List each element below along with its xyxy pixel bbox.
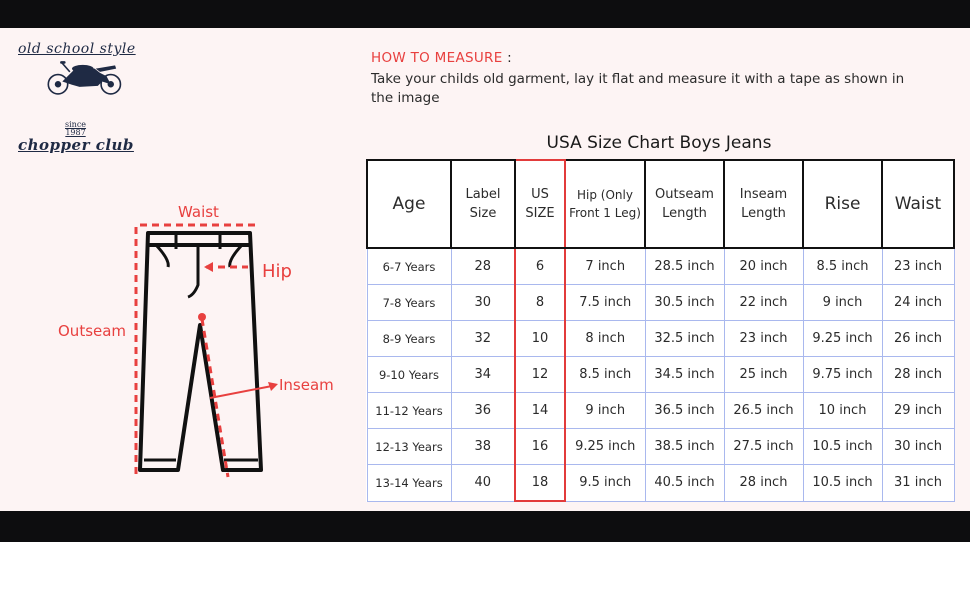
cell-rise: 9.75 inch [803, 357, 882, 393]
inseam-pointer-arrow-icon [208, 378, 280, 400]
table-header-row [367, 160, 954, 248]
cell-waist: 31 inch [882, 465, 954, 502]
top-black-bar [0, 0, 970, 28]
cell-rise: 10.5 inch [803, 465, 882, 502]
hip-arrow-icon [204, 262, 213, 272]
cell-hip: 8.5 inch [565, 357, 645, 393]
cell-us-size: 18 [515, 465, 565, 502]
cell-age: 6-7 Years [367, 248, 451, 285]
cell-inseam: 26.5 inch [724, 393, 803, 429]
cell-rise: 9.25 inch [803, 321, 882, 357]
cell-inseam: 20 inch [724, 248, 803, 285]
cell-age: 13-14 Years [367, 465, 451, 502]
cell-age: 12-13 Years [367, 429, 451, 465]
cell-label-size: 34 [451, 357, 515, 393]
right-pocket [230, 245, 242, 267]
logo-bottom-text: chopper club [18, 136, 134, 154]
cell-us-size: 6 [515, 248, 565, 285]
cell-waist: 23 inch [882, 248, 954, 285]
cell-waist: 29 inch [882, 393, 954, 429]
header-inseam: Inseam Length [724, 160, 803, 248]
table-row [367, 465, 954, 502]
waist-label: Waist [178, 203, 219, 221]
cell-outseam: 38.5 inch [645, 429, 724, 465]
header-label-size: Label Size [451, 160, 515, 248]
size-chart-table [366, 159, 955, 502]
how-to-measure-title: HOW TO MEASURE : [371, 50, 513, 66]
header-age: Age [367, 160, 451, 248]
cell-hip: 9.25 inch [565, 429, 645, 465]
cell-age: 11-12 Years [367, 393, 451, 429]
fly-seam [188, 245, 198, 297]
cell-age: 9-10 Years [367, 357, 451, 393]
pants-outline [140, 233, 261, 470]
outseam-label: Outseam [58, 322, 127, 340]
cell-hip: 9 inch [565, 393, 645, 429]
table-row [367, 248, 954, 285]
cell-inseam: 25 inch [724, 357, 803, 393]
cell-hip: 7.5 inch [565, 285, 645, 321]
bottom-black-bar [0, 511, 970, 542]
table-row [367, 393, 954, 429]
how-to-measure-text: Take your childs old garment, lay it flat and measure it with a tape as shown in the image [371, 71, 905, 106]
inseam-marker-icon [198, 313, 206, 321]
header-hip: Hip (Only Front 1 Leg) [565, 160, 645, 248]
cell-waist: 24 inch [882, 285, 954, 321]
cell-outseam: 32.5 inch [645, 321, 724, 357]
cell-rise: 8.5 inch [803, 248, 882, 285]
table-row [367, 285, 954, 321]
hip-label: Hip [262, 261, 292, 282]
cell-rise: 10 inch [803, 393, 882, 429]
cell-inseam: 27.5 inch [724, 429, 803, 465]
cell-waist: 28 inch [882, 357, 954, 393]
logo-top-text: old school style [18, 41, 136, 57]
header-outseam: Outseam Length [645, 160, 724, 248]
cell-us-size: 16 [515, 429, 565, 465]
table-row [367, 357, 954, 393]
pants-diagram [120, 215, 280, 490]
cell-outseam: 30.5 inch [645, 285, 724, 321]
cell-rise: 10.5 inch [803, 429, 882, 465]
cell-hip: 7 inch [565, 248, 645, 285]
cell-us-size: 14 [515, 393, 565, 429]
header-rise: Rise [803, 160, 882, 248]
cell-outseam: 28.5 inch [645, 248, 724, 285]
cell-outseam: 36.5 inch [645, 393, 724, 429]
cell-label-size: 28 [451, 248, 515, 285]
table-row [367, 429, 954, 465]
cell-hip: 8 inch [565, 321, 645, 357]
header-waist: Waist [882, 160, 954, 248]
cell-age: 8-9 Years [367, 321, 451, 357]
motorcycle-logo-icon [12, 60, 160, 130]
left-pocket [156, 245, 168, 267]
cell-us-size: 8 [515, 285, 565, 321]
cell-age: 7-8 Years [367, 285, 451, 321]
cell-us-size: 12 [515, 357, 565, 393]
logo-since: since 1987 [65, 120, 87, 137]
cell-rise: 9 inch [803, 285, 882, 321]
cell-label-size: 32 [451, 321, 515, 357]
chart-title: USA Size Chart Boys Jeans [546, 133, 772, 153]
cell-inseam: 28 inch [724, 465, 803, 502]
cell-outseam: 34.5 inch [645, 357, 724, 393]
cell-inseam: 23 inch [724, 321, 803, 357]
table-row [367, 321, 954, 357]
cell-inseam: 22 inch [724, 285, 803, 321]
cell-outseam: 40.5 inch [645, 465, 724, 502]
cell-label-size: 40 [451, 465, 515, 502]
inseam-label: Inseam [279, 376, 334, 394]
cell-label-size: 36 [451, 393, 515, 429]
cell-hip: 9.5 inch [565, 465, 645, 502]
cell-us-size: 10 [515, 321, 565, 357]
cell-label-size: 38 [451, 429, 515, 465]
cell-waist: 30 inch [882, 429, 954, 465]
cell-label-size: 30 [451, 285, 515, 321]
header-us-size: US SIZE [515, 160, 565, 248]
cell-waist: 26 inch [882, 321, 954, 357]
